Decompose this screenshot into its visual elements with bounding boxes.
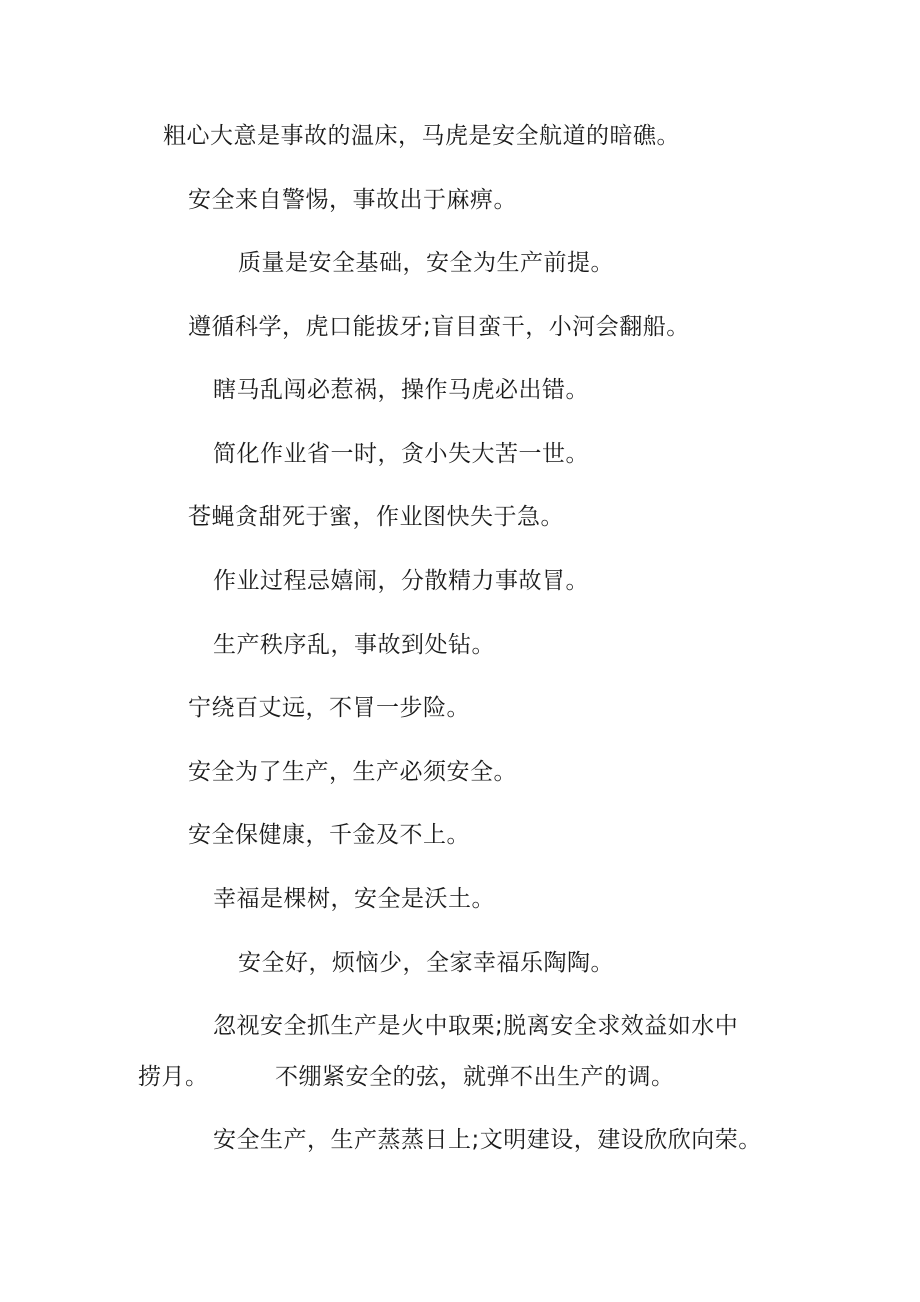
slogan-line: 简化作业省一时，贪小失大苦一世。 <box>213 441 589 467</box>
slogan-line: 安全生产，生产蒸蒸日上;文明建设，建设欣欣向荣。 <box>213 1127 762 1153</box>
slogan-line: 安全好，烦恼少，全家幸福乐陶陶。 <box>238 950 614 976</box>
slogan-line: 宁绕百丈远，不冒一步险。 <box>188 695 470 721</box>
slogan-line: 作业过程忌嬉闹，分散精力事故冒。 <box>213 568 589 594</box>
slogan-line: 捞月。 <box>138 1064 209 1090</box>
slogan-line: 瞎马乱闯必惹祸，操作马虎必出错。 <box>213 377 589 403</box>
slogan-line: 安全保健康，千金及不上。 <box>188 822 470 848</box>
slogan-line: 安全来自警惕，事故出于麻痹。 <box>188 187 517 213</box>
slogan-line: 忽视安全抓生产是火中取栗;脱离安全求效益如水中 <box>213 1013 739 1039</box>
slogan-line: 不绷紧安全的弦，就弹不出生产的调。 <box>275 1064 675 1090</box>
slogan-line: 安全为了生产，生产必须安全。 <box>188 759 517 785</box>
slogan-line: 粗心大意是事故的温床，马虎是安全航道的暗礁。 <box>163 123 680 149</box>
slogan-line: 质量是安全基础，安全为生产前提。 <box>238 250 614 276</box>
slogan-line: 遵循科学，虎口能拔牙;盲目蛮干，小河会翻船。 <box>188 314 690 340</box>
slogan-line: 生产秩序乱，事故到处钻。 <box>213 632 495 658</box>
slogan-line: 苍蝇贪甜死于蜜，作业图快失于急。 <box>188 504 564 530</box>
slogan-line: 幸福是棵树，安全是沃土。 <box>213 886 495 912</box>
